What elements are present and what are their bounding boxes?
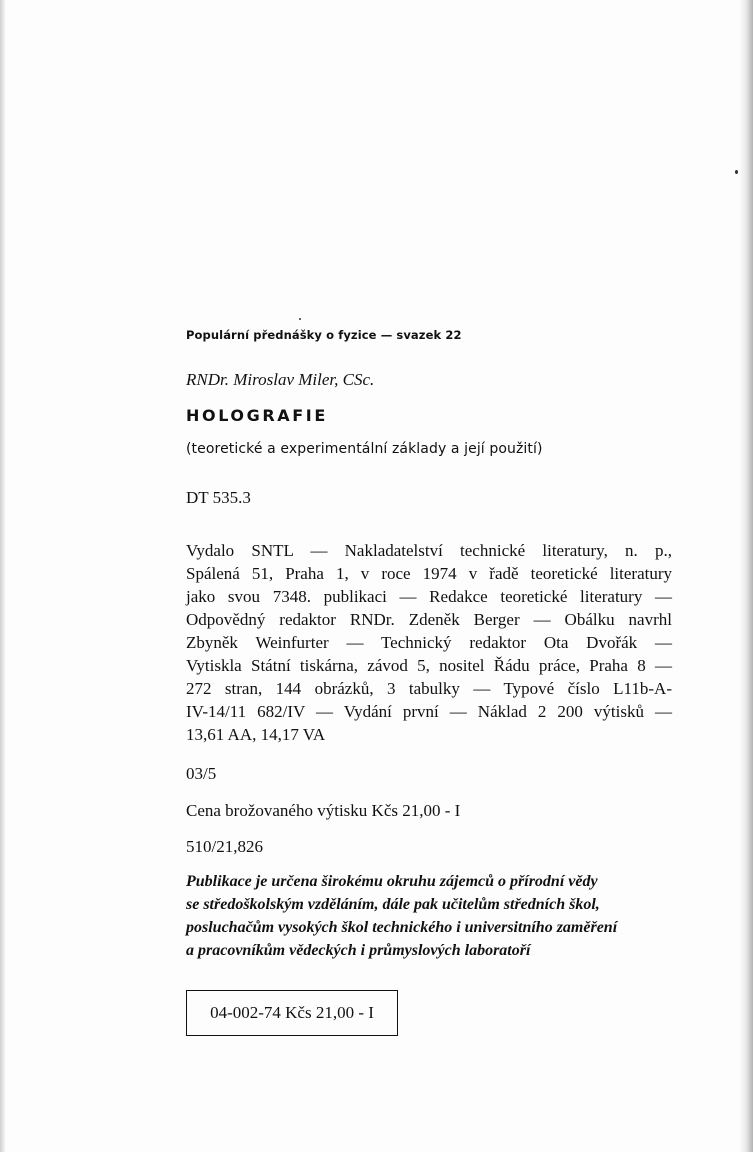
book-subtitle: (teoretické a experimentální základy a její použití) (186, 441, 543, 457)
code-510: 510/21,826 (186, 837, 263, 856)
imprint-line: 272 stran, 144 obrázků, 3 tabulky — Typové číslo L11b-A- (186, 679, 672, 698)
series-line: Populární přednášky o fyzice — svazek 22 (186, 328, 462, 342)
imprint-line: IV-14/11 682/IV — Vydání první — Náklad 2 200 výtisků — (186, 702, 672, 721)
description-line: se středoškolským vzděláním, dále pak učitelům středních škol, (186, 896, 600, 913)
imprint-line: Vytiskla Státní tiskárna, závod 5, nositel Řádu práce, Praha 8 — (186, 656, 672, 675)
price-box: 04-002-74 Kčs 21,00 - I (186, 990, 398, 1036)
scan-left-edge (0, 0, 6, 1152)
imprint-line: Odpovědný redaktor RNDr. Zdeněk Berger — Obálku navrhl (186, 610, 672, 629)
description-line: posluchačům vysokých škol technického i universitního zaměření (186, 919, 618, 936)
imprint-line: Vydalo SNTL — Nakladatelství technické literatury, n. p., (186, 541, 672, 560)
description-line: Publikace je určena širokému okruhu zájemců o přírodní vědy (186, 873, 598, 890)
imprint-line: Zbyněk Weinfurter — Technický redaktor Ota Dvořák — (186, 633, 672, 652)
price-line: Cena brožovaného výtisku Kčs 21,00 - I (186, 801, 461, 820)
imprint-line: 13,61 AA, 14,17 VA (186, 725, 326, 744)
scan-speck (299, 318, 301, 320)
scan-speck (735, 170, 738, 174)
imprint-line: jako svou 7348. publikaci — Redakce teoretické literatury — (186, 587, 672, 606)
author-name: RNDr. Miroslav Miler, CSc. (186, 370, 375, 389)
description-line: a pracovníkům vědeckých i průmyslových laboratoří (186, 942, 531, 959)
code-035: 03/5 (186, 764, 217, 783)
book-title: HOLOGRAFIE (186, 406, 328, 425)
dt-classification: DT 535.3 (186, 488, 251, 507)
imprint-paragraph (186, 539, 672, 746)
imprint-line: Spálená 51, Praha 1, v roce 1974 v řadě teoretické literatury (186, 564, 672, 583)
scan-right-edge (739, 0, 753, 1152)
audience-description (186, 870, 672, 962)
